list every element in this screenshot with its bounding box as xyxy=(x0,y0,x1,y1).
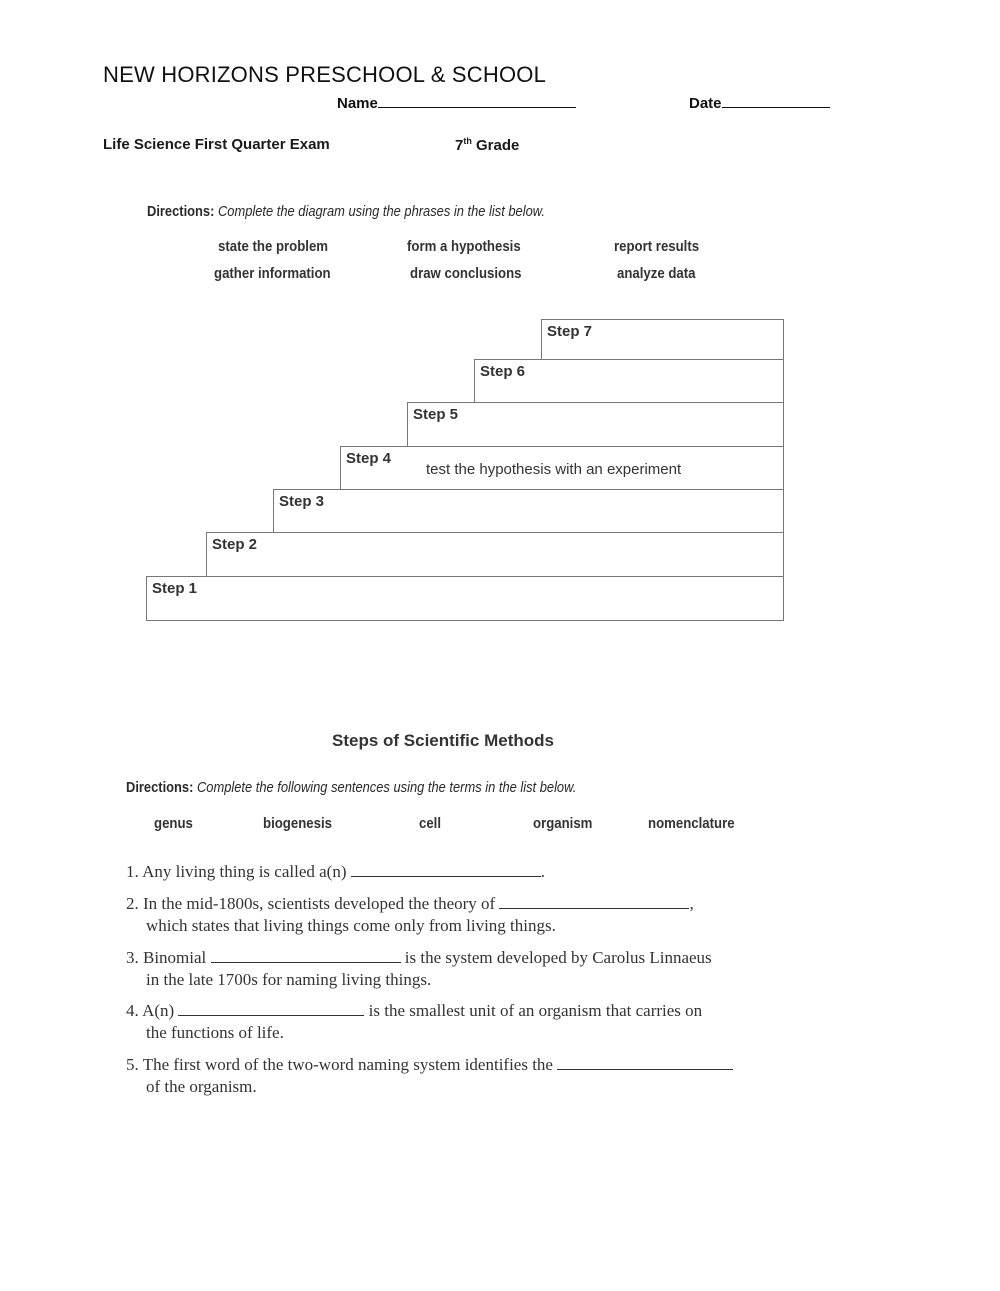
question-number: 5. xyxy=(126,1055,139,1074)
section-title: Steps of Scientific Methods xyxy=(332,731,554,750)
phrase-report-results: report results xyxy=(614,238,700,255)
step-2-box[interactable] xyxy=(206,532,784,577)
phrase-analyze-data: analyze data xyxy=(617,265,696,282)
step-1-box[interactable] xyxy=(146,576,784,621)
step-2-label: Step 2 xyxy=(212,536,258,553)
directions-label: Directions: xyxy=(147,203,215,220)
question-text-before: Any living thing is called a(n) xyxy=(142,862,347,881)
grade-number: 7 xyxy=(455,137,464,154)
phrase-state-the-problem: state the problem xyxy=(218,238,329,255)
question-text-line2: which states that living things come only from living things. xyxy=(146,916,556,935)
name-label: Name xyxy=(337,95,378,112)
directions-text: Complete the following sentences using the terms in the list below. xyxy=(196,779,577,796)
step-5-label: Step 5 xyxy=(413,406,459,423)
question-number: 4. xyxy=(126,1001,139,1020)
term-cell: cell xyxy=(419,815,442,832)
question-text-before: The first word of the two-word naming system identifies the xyxy=(142,1055,553,1074)
term-biogenesis: biogenesis xyxy=(263,815,332,832)
date-field[interactable] xyxy=(689,93,830,112)
directions-label: Directions: xyxy=(126,779,194,796)
answer-blank[interactable] xyxy=(557,1055,733,1070)
question-text-after: , xyxy=(689,894,694,913)
question-text-before: Binomial xyxy=(143,948,207,967)
answer-blank[interactable] xyxy=(211,948,401,963)
directions-text: Complete the diagram using the phrases in the list below. xyxy=(217,203,545,220)
diagram-directions xyxy=(147,203,545,220)
sentence-directions xyxy=(126,779,576,796)
exam-title: Life Science First Quarter Exam xyxy=(103,136,330,153)
question-1 xyxy=(126,861,545,883)
answer-blank[interactable] xyxy=(499,894,689,909)
step-1-label: Step 1 xyxy=(152,580,198,597)
name-blank-line[interactable] xyxy=(378,93,576,108)
step-3-label: Step 3 xyxy=(279,493,325,510)
step-4-label: Step 4 xyxy=(346,450,392,467)
grade-label xyxy=(455,136,519,154)
answer-blank[interactable] xyxy=(178,1001,364,1016)
step-4-box[interactable] xyxy=(340,446,784,490)
question-number: 2. xyxy=(126,894,139,913)
question-text-line2: in the late 1700s for naming living things. xyxy=(146,970,432,989)
question-5 xyxy=(126,1054,733,1098)
question-text-after: . xyxy=(540,862,545,881)
term-organism: organism xyxy=(533,815,593,832)
step-5-box[interactable] xyxy=(407,402,784,447)
step-6-box[interactable] xyxy=(474,359,784,403)
question-text-before: In the mid-1800s, scientists developed the theory of xyxy=(143,894,496,913)
question-text-after: is the smallest unit of an organism that carries on xyxy=(368,1001,703,1020)
question-2 xyxy=(126,893,694,937)
question-4 xyxy=(126,1000,702,1044)
question-text-before: A(n) xyxy=(142,1001,175,1020)
phrase-draw-conclusions: draw conclusions xyxy=(410,265,522,282)
step-7-label: Step 7 xyxy=(547,323,593,340)
phrase-gather-information: gather information xyxy=(214,265,331,282)
term-genus: genus xyxy=(154,815,193,832)
date-blank-line[interactable] xyxy=(722,93,830,108)
phrase-form-a-hypothesis: form a hypothesis xyxy=(407,238,521,255)
question-text-after: is the system developed by Carolus Linnaeus xyxy=(404,948,712,967)
question-number: 1. xyxy=(126,862,139,881)
question-3 xyxy=(126,947,712,991)
question-text-line2: the functions of life. xyxy=(146,1023,284,1042)
step-7-box[interactable] xyxy=(541,319,784,360)
grade-suffix: th xyxy=(463,136,472,146)
step-6-label: Step 6 xyxy=(480,363,526,380)
grade-word: Grade xyxy=(476,137,520,154)
term-nomenclature: nomenclature xyxy=(648,815,735,832)
answer-blank[interactable] xyxy=(351,862,541,877)
name-field[interactable] xyxy=(337,93,576,112)
date-label: Date xyxy=(689,95,722,112)
school-name: NEW HORIZONS PRESCHOOL & SCHOOL xyxy=(103,62,546,87)
step-3-box[interactable] xyxy=(273,489,784,533)
step-4-answer: test the hypothesis with an experiment xyxy=(426,461,682,478)
question-text-line2: of the organism. xyxy=(146,1077,257,1096)
question-number: 3. xyxy=(126,948,139,967)
